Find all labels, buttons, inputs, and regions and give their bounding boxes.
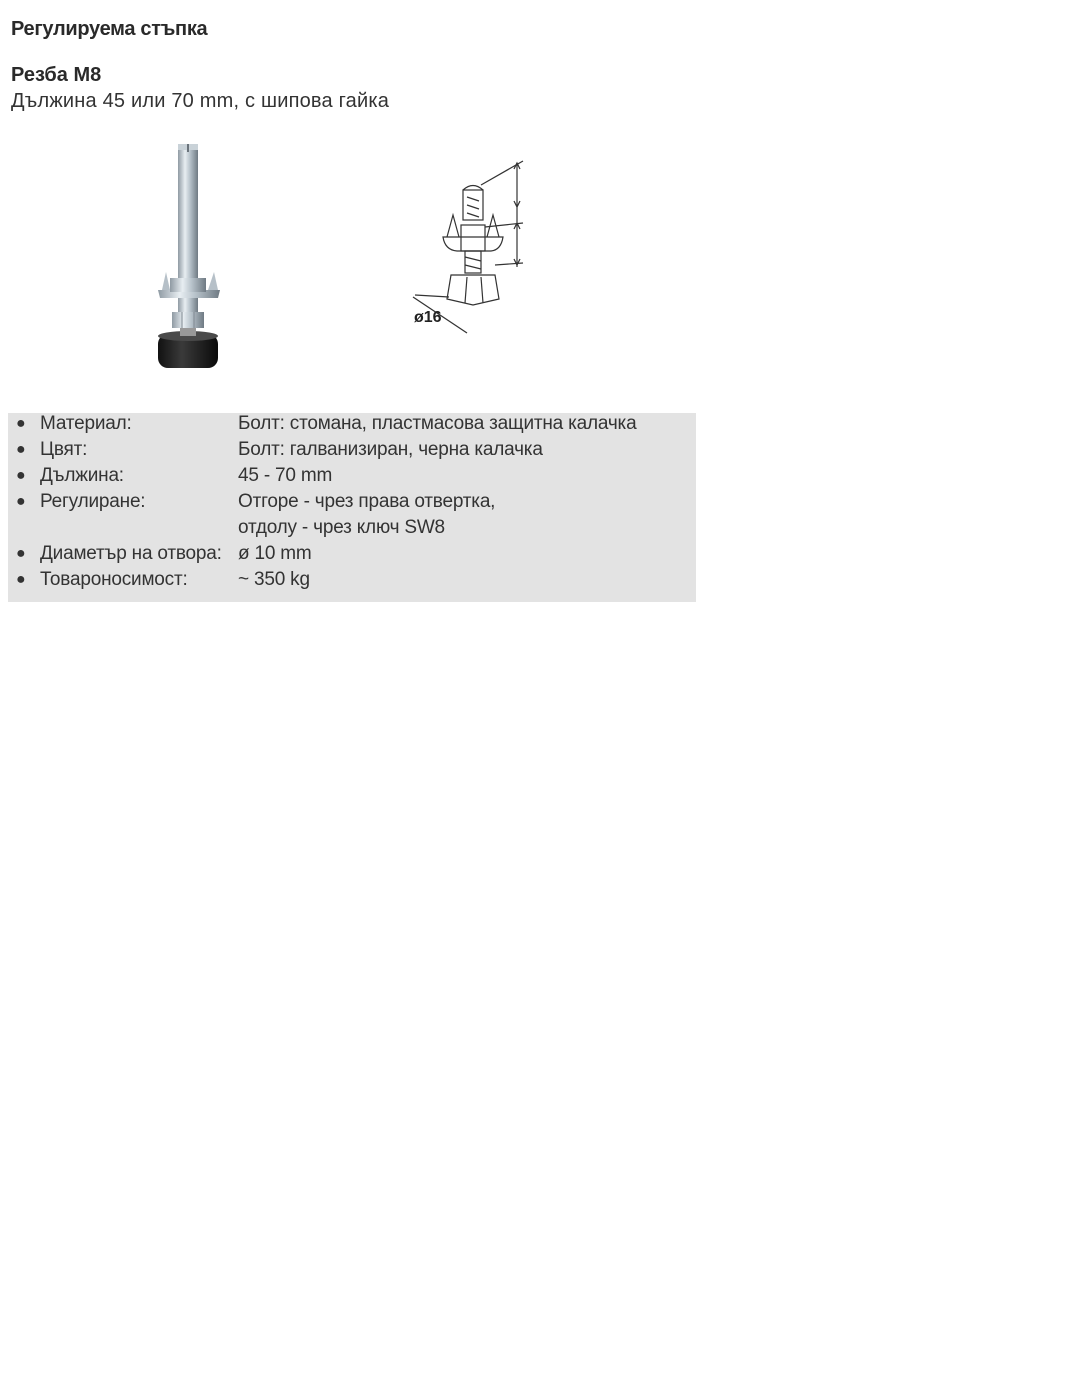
spec-value: ~ 350 kg bbox=[238, 569, 310, 590]
bullet: ● bbox=[16, 467, 26, 484]
bullet: ● bbox=[16, 545, 26, 562]
spec-row-material bbox=[8, 413, 696, 439]
spec-label: Материал: bbox=[40, 413, 132, 434]
spec-label: Дължина: bbox=[40, 465, 124, 486]
product-subtitle: Резба М8 bbox=[11, 64, 102, 86]
spec-value: 45 - 70 mm bbox=[238, 465, 333, 486]
tee-nut-outline bbox=[443, 237, 503, 251]
spec-label: Товароносимост: bbox=[40, 569, 188, 590]
page-title: Регулируема стъпка bbox=[11, 18, 208, 40]
spec-row-adjustment bbox=[8, 491, 696, 517]
bullet: ● bbox=[16, 415, 26, 432]
spec-value: Болт: галванизиран, черна калачка bbox=[238, 439, 543, 460]
spec-value: Болт: стомана, пластмасова защитна калачка bbox=[238, 413, 637, 434]
spec-value: ø 10 mm bbox=[238, 543, 312, 564]
bolt-top bbox=[463, 186, 483, 191]
spec-row-load-capacity bbox=[8, 569, 696, 595]
hex-nut bbox=[172, 312, 204, 328]
spec-label: Диаметър на отвора: bbox=[40, 543, 222, 564]
spec-row-adjustment-continued bbox=[8, 517, 696, 543]
hex-base bbox=[447, 275, 499, 305]
spec-value: Отгоре - чрез права отвертка, bbox=[238, 491, 496, 512]
product-description: Дължина 45 или 70 mm, с шипова гайка bbox=[11, 90, 390, 112]
product-photo bbox=[140, 140, 240, 380]
spec-label: Регулиране: bbox=[40, 491, 146, 512]
spec-value: отдолу - чрез ключ SW8 bbox=[238, 517, 445, 538]
spec-row-hole-diameter bbox=[8, 543, 696, 569]
spec-row-length bbox=[8, 465, 696, 491]
specifications-panel bbox=[8, 413, 696, 602]
spec-label: Цвят: bbox=[40, 439, 88, 460]
diameter-label: ø16 bbox=[414, 309, 442, 326]
bullet: ● bbox=[16, 571, 26, 588]
bullet: ● bbox=[16, 441, 26, 458]
spec-row-color bbox=[8, 439, 696, 465]
bullet: ● bbox=[16, 493, 26, 510]
